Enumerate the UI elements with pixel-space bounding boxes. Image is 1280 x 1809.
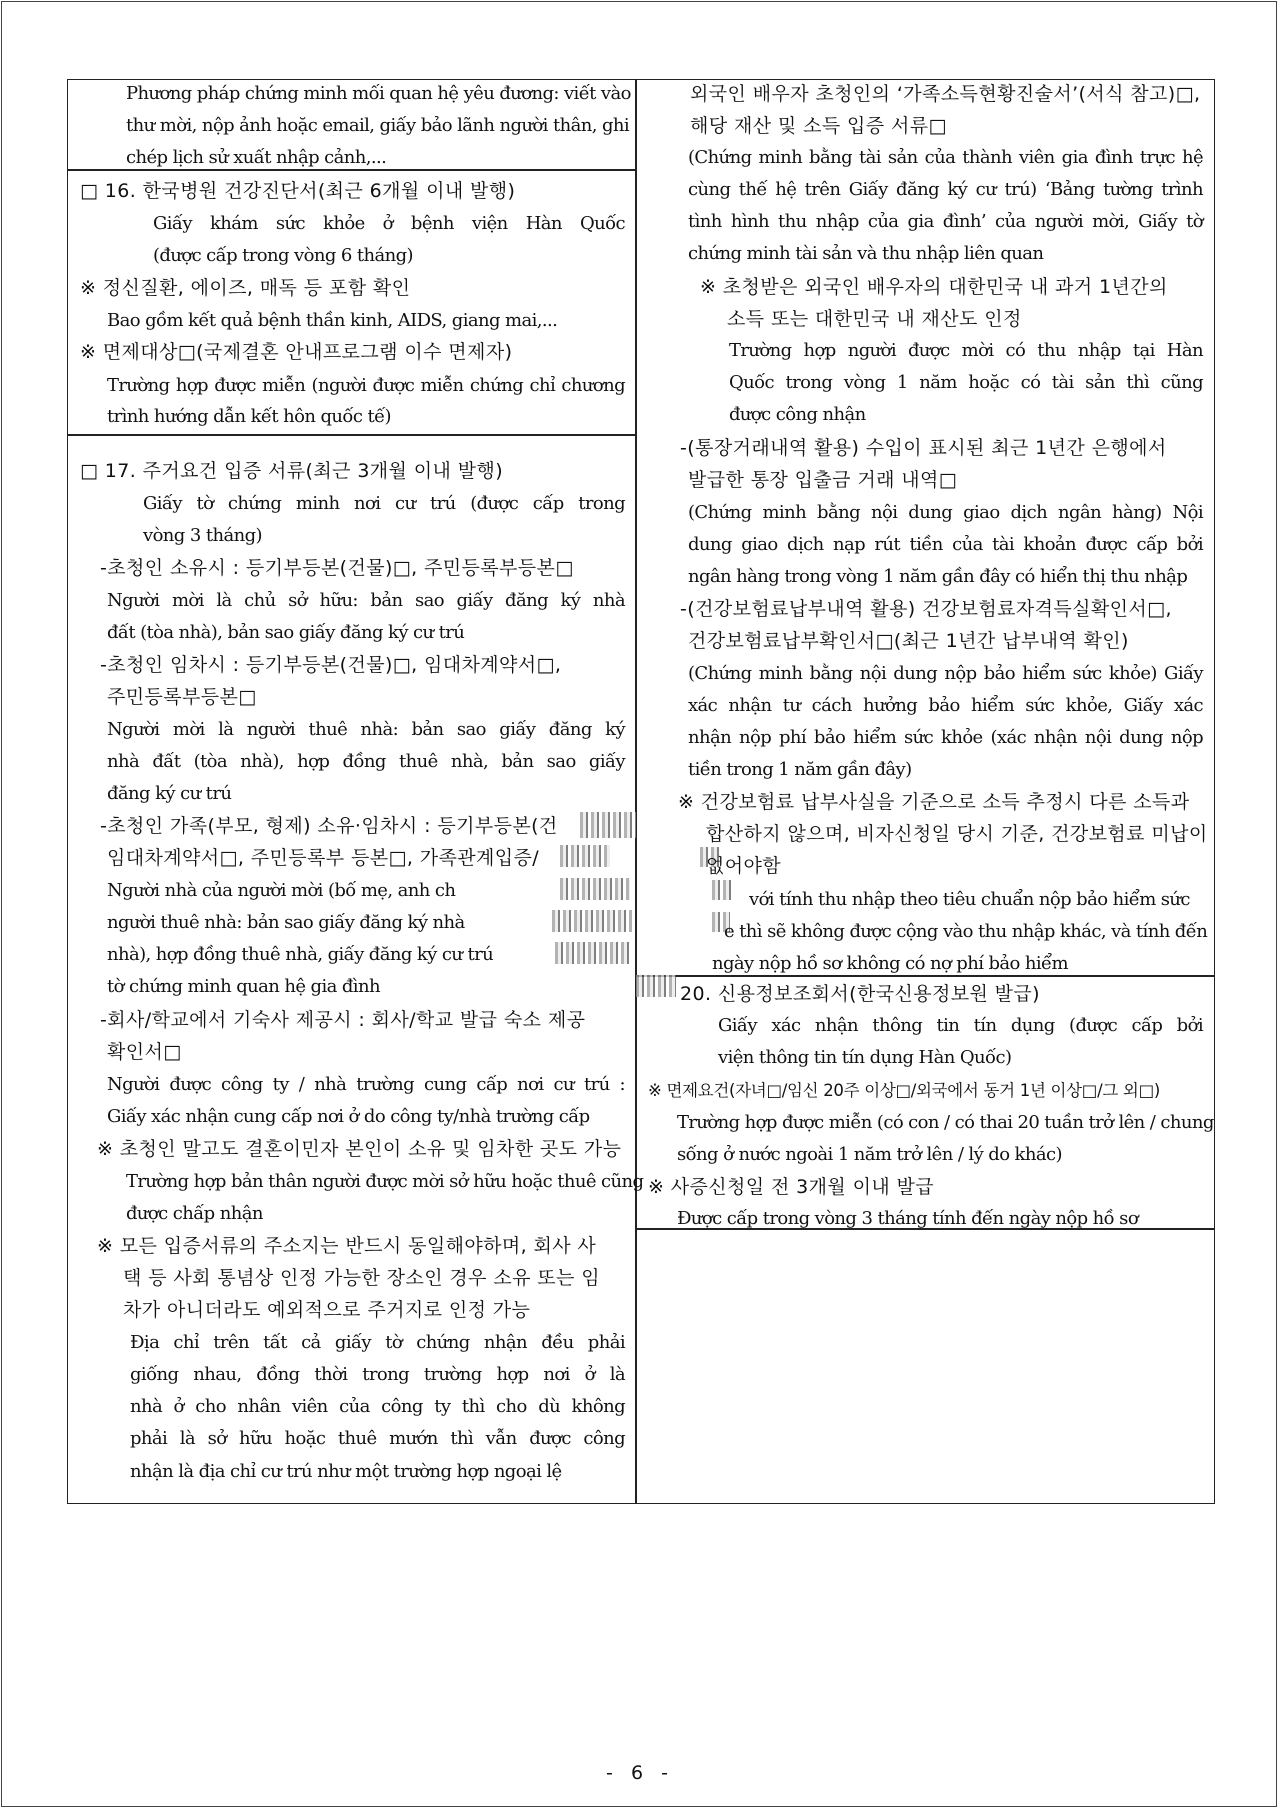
text-line: trình hướng dẫn kết hôn quốc tế) bbox=[107, 406, 391, 427]
column-divider bbox=[635, 79, 637, 1504]
text-line: 건강보험료납부확인서□(최근 1년간 납부내역 확인) bbox=[688, 630, 1129, 652]
text-line: Giấy xác nhận thông tin tín dụng (được cấp bởi bbox=[718, 1015, 1203, 1036]
text-line: 발급한 통장 입출금 거래 내역□ bbox=[688, 469, 958, 491]
text-line: tình hình thu nhập của gia đình’ của người mời, Giấy tờ bbox=[688, 211, 1203, 232]
text-line: Giấy tờ chứng minh nơi cư trú (được cấp trong bbox=[143, 493, 625, 514]
text-line: -초청인 가족(부모, 형제) 소유·임차시 : 등기부등본(건 bbox=[100, 815, 558, 837]
redaction-mark bbox=[580, 812, 636, 838]
text-line: viện thông tin tín dụng Hàn Quốc) bbox=[718, 1047, 1012, 1068]
note-line: ※ 정신질환, 에이즈, 매독 등 포함 확인 bbox=[80, 277, 411, 299]
text-line: (Chứng minh bằng nội dung giao dịch ngân hàng) Nội bbox=[688, 502, 1203, 523]
text-line: phải là sở hữu hoặc thuê mướn thì vẫn được công bbox=[130, 1428, 625, 1449]
text-line: 해당 재산 및 소득 입증 서류□ bbox=[690, 115, 947, 137]
text-line: Người mời là chủ sở hữu: bản sao giấy đăng ký nhà bbox=[107, 590, 625, 611]
text-line: người thuê nhà: bản sao giấy đăng ký nhà bbox=[107, 912, 465, 933]
text-line: thư mời, nộp ảnh hoặc email, giấy bảo lãnh người thân, ghi bbox=[126, 115, 630, 136]
text-line: Người nhà của người mời (bố mẹ, anh ch bbox=[107, 880, 456, 901]
item-20-title: 20. 신용정보조회서(한국신용정보원 발급) bbox=[680, 983, 1040, 1005]
text-line: 임대차계약서□, 주민등록부 등본□, 가족관계입증/ bbox=[107, 847, 540, 869]
text-line: Người được công ty / nhà trường cung cấp nơi cư trú : bbox=[107, 1074, 625, 1095]
text-line: với tính thu nhập theo tiêu chuẩn nộp bảo hiểm sức bbox=[749, 889, 1190, 910]
text-line: đăng ký cư trú bbox=[107, 783, 232, 804]
redaction-mark bbox=[555, 942, 630, 964]
text-line: nhà ở cho nhân viên của công ty thì cho dù không bbox=[130, 1396, 625, 1417]
text-line: Người mời là người thuê nhà: bản sao giấy đăng ký bbox=[107, 719, 625, 740]
text-line: đất (tòa nhà), bản sao giấy đăng ký cư trú bbox=[107, 622, 465, 643]
text-line: -초청인 소유시 : 등기부등본(건물)□, 주민등록부등본□ bbox=[100, 557, 574, 579]
text-line: -초청인 임차시 : 등기부등본(건물)□, 임대차계약서□, bbox=[100, 654, 562, 676]
item-17-title: □ 17. 주거요건 입증 서류(최근 3개월 이내 발행) bbox=[80, 460, 504, 482]
text-line: (Chứng minh bằng tài sản của thành viên gia đình trực hệ bbox=[688, 147, 1203, 168]
redaction-mark bbox=[560, 845, 610, 867]
text-line: -(통장거래내역 활용) 수입이 표시된 최근 1년간 은행에서 bbox=[680, 437, 1167, 459]
text-line: sống ở nước ngoài 1 năm trở lên / lý do khác) bbox=[677, 1144, 1062, 1165]
text-line: cùng thế hệ trên Giấy đăng ký cư trú) ‘Bảng tường trình bbox=[688, 179, 1203, 200]
text-line: vòng 3 tháng) bbox=[143, 525, 262, 546]
text-line: tiền trong 1 năm gần đây) bbox=[688, 759, 912, 780]
text-line: (được cấp trong vòng 6 tháng) bbox=[153, 245, 413, 266]
note-line: ※ 초청인 말고도 결혼이민자 본인이 소유 및 임차한 곳도 가능 bbox=[97, 1138, 622, 1160]
text-line: -회사/학교에서 기숙사 제공시 : 회사/학교 발급 숙소 제공 bbox=[100, 1009, 586, 1031]
text-line: e thì sẽ không được cộng vào thu nhập khác, và tính đến bbox=[724, 921, 1208, 942]
text-line: Quốc trong vòng 1 năm hoặc có tài sản thì cũng bbox=[729, 372, 1203, 393]
text-line: chứng minh tài sản và thu nhập liên quan bbox=[688, 243, 1044, 264]
text-line: được chấp nhận bbox=[126, 1203, 263, 1224]
redaction-mark bbox=[636, 975, 676, 997]
text-line: Giấy xác nhận cung cấp nơi ở do công ty/nhà trường cấp bbox=[107, 1106, 590, 1127]
text-line: (Chứng minh bằng nội dung nộp bảo hiểm sức khỏe) Giấy bbox=[688, 663, 1203, 684]
text-line: giống nhau, đồng thời trong trường hợp nơi ở là bbox=[130, 1364, 625, 1385]
text-line: nhà), hợp đồng thuê nhà, giấy đăng ký cư trú bbox=[107, 944, 494, 965]
text-line: Giấy khám sức khỏe ở bệnh viện Hàn Quốc bbox=[153, 213, 625, 234]
text-line: 주민등록부등본□ bbox=[107, 686, 257, 708]
text-line: 없어야함 bbox=[706, 855, 782, 877]
text-line: Trường hợp người được mời có thu nhập tại Hàn bbox=[729, 340, 1203, 361]
note-line: ※ 사증신청일 전 3개월 이내 발급 bbox=[648, 1176, 935, 1198]
text-line: 차가 아니더라도 예외적으로 주거지로 인정 가능 bbox=[123, 1299, 531, 1321]
page-number: - 6 - bbox=[606, 1762, 674, 1784]
text-line: Trường hợp được miễn (người được miễn chứng chỉ chương bbox=[107, 375, 625, 396]
text-line: Được cấp trong vòng 3 tháng tính đến ngày nộp hồ sơ bbox=[677, 1208, 1139, 1229]
row-divider bbox=[67, 434, 637, 436]
text-line: được công nhận bbox=[729, 404, 866, 425]
text-line: ngân hàng trong vòng 1 năm gần đây có hiển thị thu nhập bbox=[688, 566, 1188, 587]
text-line: ngày nộp hồ sơ không có nợ phí bảo hiểm bbox=[712, 953, 1068, 974]
text-line: 합산하지 않으며, 비자신청일 당시 기준, 건강보험료 미납이 bbox=[706, 823, 1208, 845]
text-line: 확인서□ bbox=[107, 1041, 182, 1063]
text-line: Bao gồm kết quả bệnh thần kinh, AIDS, giang mai,... bbox=[107, 310, 558, 331]
text-line: nhận nộp phí bảo hiểm sức khỏe (xác nhận nội dung nộp bbox=[688, 727, 1203, 748]
text-line: chép lịch sử xuất nhập cảnh,... bbox=[126, 147, 387, 168]
text-line: 소득 또는 대한민국 내 재산도 인정 bbox=[727, 308, 1022, 330]
note-line: ※ 면제요건(자녀□/임신 20주 이상□/외국에서 동거 1년 이상□/그 외□) bbox=[648, 1081, 1161, 1100]
text-line: 외국인 배우자 초청인의 ‘가족소득현황진술서’(서식 참고)□, bbox=[690, 83, 1201, 105]
note-line: ※ 초청받은 외국인 배우자의 대한민국 내 과거 1년간의 bbox=[700, 276, 1168, 298]
text-line: Địa chỉ trên tất cả giấy tờ chứng nhận đều phải bbox=[130, 1332, 625, 1353]
text-line: tờ chứng minh quan hệ gia đình bbox=[107, 976, 380, 997]
note-line: ※ 건강보험료 납부사실을 기준으로 소득 추정시 다른 소득과 bbox=[678, 791, 1190, 813]
text-line: nhà đất (tòa nhà), hợp đồng thuê nhà, bản sao giấy bbox=[107, 751, 625, 772]
redaction-mark bbox=[552, 910, 632, 932]
redaction-mark bbox=[560, 878, 630, 900]
note-line: ※ 모든 입증서류의 주소지는 반드시 동일해야하며, 회사 사 bbox=[97, 1235, 597, 1257]
text-line: Phương pháp chứng minh mối quan hệ yêu đương: viết vào bbox=[126, 83, 631, 104]
redaction-mark bbox=[712, 880, 732, 900]
note-line: ※ 면제대상□(국제결혼 안내프로그램 이수 면제자) bbox=[80, 341, 513, 363]
text-line: Trường hợp được miễn (có con / có thai 20 tuần trở lên / chung bbox=[677, 1112, 1214, 1133]
text-line: dung giao dịch nạp rút tiền của tài khoản được cấp bởi bbox=[688, 534, 1203, 555]
item-16-title: □ 16. 한국병원 건강진단서(최근 6개월 이내 발행) bbox=[80, 180, 516, 202]
text-line: -(건강보험료납부내역 활용) 건강보험료자격득실확인서□, bbox=[680, 598, 1172, 620]
text-line: Trường hợp bản thân người được mời sở hữu hoặc thuê cũng bbox=[126, 1171, 644, 1192]
text-line: nhận là địa chỉ cư trú như một trường hợp ngoại lệ bbox=[130, 1461, 562, 1482]
text-line: 택 등 사회 통념상 인정 가능한 장소인 경우 소유 또는 임 bbox=[123, 1267, 600, 1289]
text-line: xác nhận tư cách hưởng bảo hiểm sức khỏe, Giấy xác bbox=[688, 695, 1203, 716]
